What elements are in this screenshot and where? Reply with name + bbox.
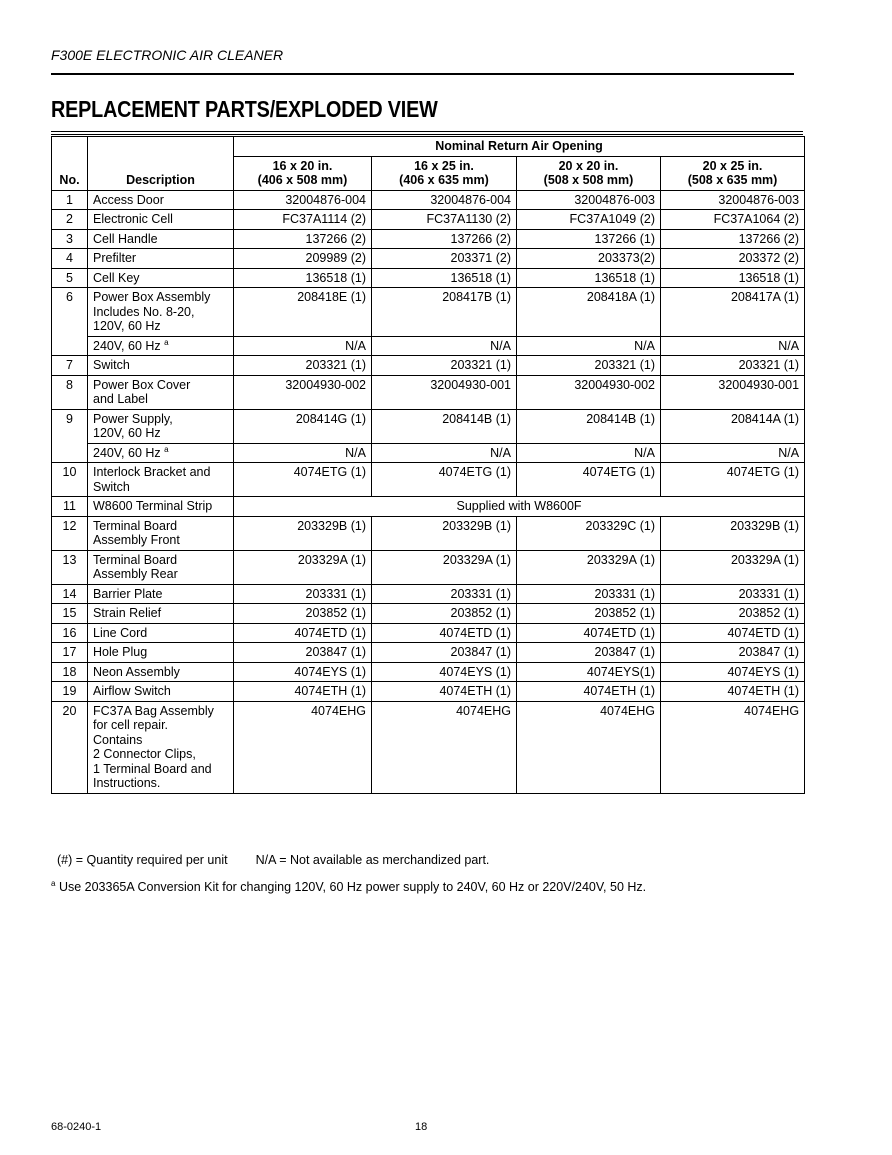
table-subrow [52, 336, 805, 356]
part-value-cell: N/A [372, 336, 517, 356]
part-number-cell: 12 [52, 516, 88, 550]
part-value-cell: 32004930-001 [661, 375, 805, 409]
part-value-cell: 203331 (1) [661, 584, 805, 604]
col-header-size [372, 156, 517, 190]
table-row [52, 249, 805, 269]
part-value-cell: 4074ETD (1) [234, 623, 372, 643]
part-value-cell: 203331 (1) [234, 584, 372, 604]
part-number-cell: 11 [52, 497, 88, 517]
description-line: Power Box Assembly [93, 290, 211, 304]
description-line: Barrier Plate [93, 586, 163, 601]
description-line: for cell repair. [93, 718, 169, 732]
part-value-cell: 4074ETD (1) [372, 623, 517, 643]
description-line: 120V, 60 Hz [93, 426, 161, 440]
table-row [52, 375, 805, 409]
part-number-cell: 16 [52, 623, 88, 643]
part-value-cell: 203852 (1) [372, 604, 517, 624]
part-value-cell: 32004876-004 [234, 190, 372, 210]
description-cell [88, 249, 234, 269]
header-rule [51, 73, 794, 75]
size-mm: (508 x 508 mm) [543, 173, 634, 187]
table-notes [57, 853, 489, 867]
part-value-cell: 208417A (1) [661, 288, 805, 337]
part-value-cell: 203852 (1) [234, 604, 372, 624]
part-value-cell: 136518 (1) [234, 268, 372, 288]
part-value-cell: 203321 (1) [234, 356, 372, 376]
description-line: Airflow Switch [93, 684, 171, 698]
description-cell [88, 210, 234, 230]
part-value-cell: N/A [234, 336, 372, 356]
part-value-cell: 4074EHG [517, 701, 661, 793]
part-value-cell: 4074ETH (1) [517, 682, 661, 702]
part-value-cell: FC37A1130 (2) [372, 210, 517, 230]
replacement-parts-table [51, 136, 805, 794]
section-title: REPLACEMENT PARTS/EXPLODED VIEW [51, 96, 438, 122]
part-number-cell: 2 [52, 210, 88, 230]
table-row [52, 409, 805, 443]
footnote-ref: a [164, 444, 169, 454]
doc-number: 68-0240-1 [51, 1121, 102, 1133]
table-top-rule-inner [51, 134, 803, 135]
part-number-cell: 18 [52, 662, 88, 682]
part-number-cell: 4 [52, 249, 88, 269]
part-value-cell: 137266 (1) [517, 229, 661, 249]
part-value-cell: 32004930-002 [517, 375, 661, 409]
part-value-cell: 4074EYS(1) [517, 662, 661, 682]
part-value-cell: 203371 (2) [372, 249, 517, 269]
table-row [52, 584, 805, 604]
table-row [52, 516, 805, 550]
description-cell [88, 375, 234, 409]
description-line: Interlock Bracket and [93, 465, 211, 479]
description-line: Assembly Front [93, 533, 180, 547]
description-line: Terminal Board [93, 552, 178, 567]
part-number-cell: 17 [52, 643, 88, 663]
footnote-mark: a [51, 878, 56, 888]
col-header-no: No. [52, 137, 88, 191]
size-mm: (406 x 508 mm) [257, 173, 348, 187]
description-line: Neon Assembly [93, 664, 180, 679]
description-line: Electronic Cell [93, 212, 173, 226]
group-header-nominal-opening: Nominal Return Air Opening [234, 137, 805, 157]
part-value-cell: N/A [661, 336, 805, 356]
part-value-cell: 137266 (2) [661, 229, 805, 249]
part-value-cell: 203321 (1) [372, 356, 517, 376]
description-line: Line Cord [93, 625, 148, 640]
part-value-cell: 136518 (1) [661, 268, 805, 288]
description-cell [88, 463, 234, 497]
description-cell [88, 409, 234, 443]
description-cell [88, 356, 234, 376]
description-cell [88, 682, 234, 702]
table-row [52, 701, 805, 793]
description-line: 2 Connector Clips, [93, 747, 196, 761]
description-line: 120V, 60 Hz [93, 319, 161, 333]
description-line: Power Box Cover [93, 377, 191, 392]
part-value-cell: 32004930-002 [234, 375, 372, 409]
part-value-cell: N/A [234, 443, 372, 463]
part-value-cell: 203321 (1) [517, 356, 661, 376]
part-value-cell: 4074ETG (1) [234, 463, 372, 497]
description-line: Contains [93, 732, 143, 747]
part-value-cell: 4074EHG [372, 701, 517, 793]
part-value-cell: 203329A (1) [234, 550, 372, 584]
part-value-cell: 4074ETG (1) [372, 463, 517, 497]
part-value-cell: 203329A (1) [517, 550, 661, 584]
page-number: 18 [415, 1121, 428, 1133]
part-value-cell: 203852 (1) [517, 604, 661, 624]
col-header-description: Description [88, 137, 234, 191]
description-line: Strain Relief [93, 606, 162, 620]
table-row [52, 604, 805, 624]
part-value-cell: 208414B (1) [517, 409, 661, 443]
description-cell [88, 701, 234, 793]
part-number-cell: 8 [52, 375, 88, 409]
part-value-cell: 203329B (1) [234, 516, 372, 550]
part-value-cell: 203329A (1) [661, 550, 805, 584]
part-value-cell: 4074ETG (1) [517, 463, 661, 497]
part-value-cell: 203329A (1) [372, 550, 517, 584]
table-row [52, 643, 805, 663]
table-row [52, 210, 805, 230]
part-value-cell: 203321 (1) [661, 356, 805, 376]
size-inches: 20 x 20 in. [558, 158, 619, 173]
description-cell [88, 623, 234, 643]
size-mm: (508 x 635 mm) [687, 173, 778, 187]
table-row [52, 463, 805, 497]
description-line: and Label [93, 392, 148, 406]
part-number-cell: 3 [52, 229, 88, 249]
description-line: 1 Terminal Board and [93, 761, 212, 776]
part-number-cell: 15 [52, 604, 88, 624]
description-line: 240V, 60 Hz [93, 338, 161, 353]
part-value-cell: 32004876-004 [372, 190, 517, 210]
description-line: Access Door [93, 192, 164, 207]
part-value-cell: 203329B (1) [372, 516, 517, 550]
part-number-cell: 7 [52, 356, 88, 376]
description-line: Cell Handle [93, 231, 158, 246]
part-value-cell: N/A [661, 443, 805, 463]
part-value-cell: 32004930-001 [372, 375, 517, 409]
description-cell [88, 643, 234, 663]
part-value-cell: 208414B (1) [372, 409, 517, 443]
footnote [51, 880, 646, 894]
part-number-cell: 20 [52, 701, 88, 793]
part-value-cell: FC37A1114 (2) [234, 210, 372, 230]
part-value-cell: FC37A1064 (2) [661, 210, 805, 230]
description-line: Power Supply, [93, 411, 173, 426]
part-value-cell: 137266 (2) [372, 229, 517, 249]
part-value-cell: 203852 (1) [661, 604, 805, 624]
description-cell [88, 443, 234, 463]
description-line: Switch [93, 358, 130, 372]
part-value-cell: 32004876-003 [517, 190, 661, 210]
part-value-cell: 208417B (1) [372, 288, 517, 337]
table-row [52, 229, 805, 249]
part-number-cell: 1 [52, 190, 88, 210]
part-value-cell: 4074ETD (1) [517, 623, 661, 643]
description-cell [88, 516, 234, 550]
description-line: FC37A Bag Assembly [93, 703, 214, 718]
table-row [52, 623, 805, 643]
description-line: Hole Plug [93, 645, 148, 659]
table-row [52, 288, 805, 337]
part-number-cell: 19 [52, 682, 88, 702]
description-cell [88, 584, 234, 604]
description-cell [88, 268, 234, 288]
spanned-value-cell: Supplied with W8600F [234, 497, 805, 517]
part-value-cell: 203331 (1) [517, 584, 661, 604]
part-value-cell: 4074EYS (1) [372, 662, 517, 682]
table-row [52, 190, 805, 210]
part-value-cell: 208414A (1) [661, 409, 805, 443]
part-value-cell: N/A [517, 336, 661, 356]
part-value-cell: 4074ETH (1) [234, 682, 372, 702]
part-value-cell: 203847 (1) [517, 643, 661, 663]
part-value-cell: 4074ETH (1) [661, 682, 805, 702]
description-cell [88, 190, 234, 210]
description-line: Prefilter [93, 251, 137, 265]
size-inches: 20 x 25 in. [702, 158, 763, 173]
na-note: N/A = Not available as merchandized part. [255, 853, 490, 867]
part-value-cell: 4074EYS (1) [234, 662, 372, 682]
table-row [52, 682, 805, 702]
part-value-cell: N/A [372, 443, 517, 463]
part-value-cell: 203331 (1) [372, 584, 517, 604]
part-value-cell: 203372 (2) [661, 249, 805, 269]
description-line: Instructions. [93, 776, 161, 790]
part-number-cell: 9 [52, 409, 88, 463]
part-value-cell: FC37A1049 (2) [517, 210, 661, 230]
description-cell [88, 497, 234, 517]
part-value-cell: 203847 (1) [372, 643, 517, 663]
description-cell [88, 288, 234, 337]
description-cell [88, 550, 234, 584]
part-value-cell: 137266 (2) [234, 229, 372, 249]
description-cell [88, 604, 234, 624]
size-inches: 16 x 25 in. [414, 158, 474, 173]
part-number-cell: 10 [52, 463, 88, 497]
size-inches: 16 x 20 in. [272, 158, 333, 173]
description-line: Includes No. 8-20, [93, 304, 195, 319]
footnote-text: Use 203365A Conversion Kit for changing 120V, 60 Hz power supply to 240V, 60 Hz or 220V/240V, 50 Hz. [58, 880, 647, 894]
part-value-cell: 136518 (1) [517, 268, 661, 288]
table-row [52, 356, 805, 376]
part-value-cell: 32004876-003 [661, 190, 805, 210]
description-line: 240V, 60 Hz [93, 445, 161, 460]
part-number-cell: 5 [52, 268, 88, 288]
part-value-cell: 203847 (1) [661, 643, 805, 663]
footnote-ref: a [164, 337, 169, 347]
description-line: W8600 Terminal Strip [93, 499, 213, 513]
description-line: Terminal Board [93, 518, 178, 533]
part-value-cell: 208414G (1) [234, 409, 372, 443]
table-row [52, 268, 805, 288]
part-value-cell: N/A [517, 443, 661, 463]
col-header-size [661, 156, 805, 190]
description-line: Switch [93, 479, 130, 494]
running-header: F300E ELECTRONIC AIR CLEANER [51, 47, 284, 63]
part-value-cell: 4074ETH (1) [372, 682, 517, 702]
col-header-size [234, 156, 372, 190]
description-cell [88, 336, 234, 356]
part-number-cell: 6 [52, 288, 88, 356]
part-value-cell: 208418A (1) [517, 288, 661, 337]
part-value-cell: 4074ETD (1) [661, 623, 805, 643]
table-row [52, 662, 805, 682]
part-value-cell: 208418E (1) [234, 288, 372, 337]
description-line: Cell Key [93, 270, 140, 285]
part-value-cell: 4074EYS (1) [661, 662, 805, 682]
table-row [52, 550, 805, 584]
part-value-cell: 203847 (1) [234, 643, 372, 663]
part-value-cell: 4074EHG [234, 701, 372, 793]
part-value-cell: 4074ETG (1) [661, 463, 805, 497]
description-line: Assembly Rear [93, 567, 178, 581]
part-value-cell: 4074EHG [661, 701, 805, 793]
part-value-cell: 203329C (1) [517, 516, 661, 550]
part-number-cell: 13 [52, 550, 88, 584]
part-value-cell: 209989 (2) [234, 249, 372, 269]
col-header-size [517, 156, 661, 190]
part-value-cell: 136518 (1) [372, 268, 517, 288]
part-value-cell: 203373(2) [517, 249, 661, 269]
table-top-rule [51, 131, 803, 132]
size-mm: (406 x 635 mm) [399, 173, 489, 187]
part-number-cell: 14 [52, 584, 88, 604]
description-cell [88, 229, 234, 249]
table-subrow [52, 443, 805, 463]
description-cell [88, 662, 234, 682]
part-value-cell: 203329B (1) [661, 516, 805, 550]
table-row [52, 497, 805, 517]
qty-note: (#) = Quantity required per unit [57, 853, 228, 867]
